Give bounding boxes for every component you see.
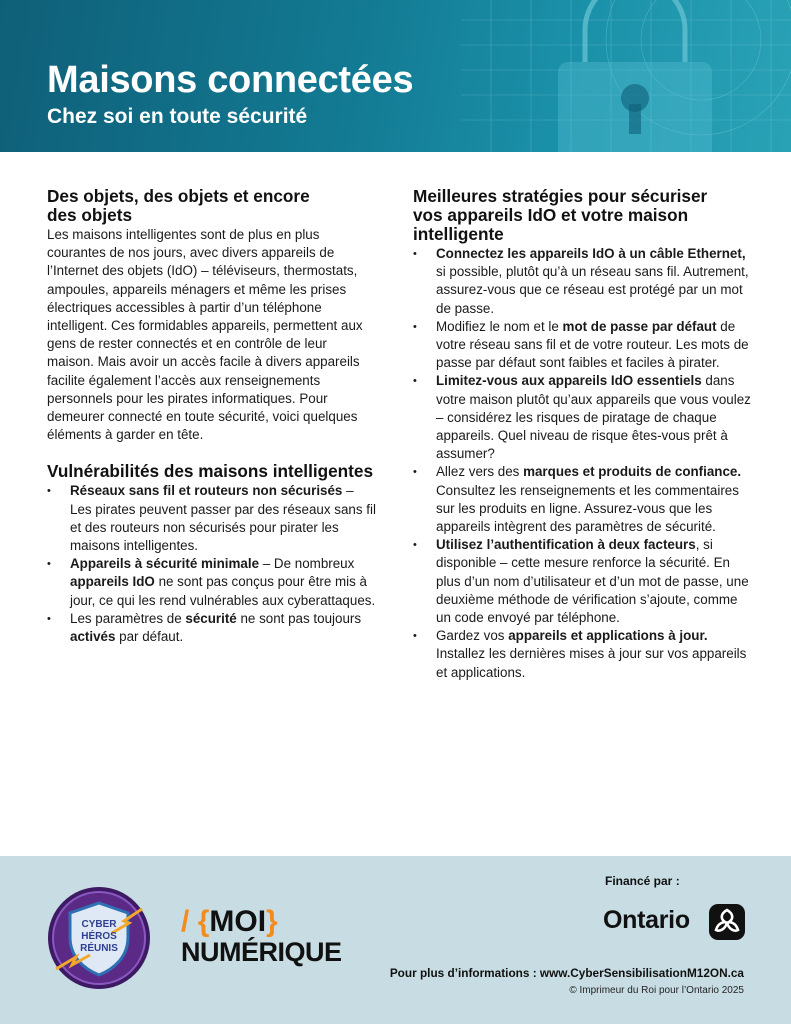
bullet: • — [47, 485, 51, 498]
item-text: – Les pirates peuvent passer par des réseaux sans fil et des routeurs non sécurisés pour pirater les maisons intelligentes. — [70, 483, 376, 554]
bullet: • — [413, 466, 417, 479]
list-item — [413, 536, 751, 627]
bold-text: marques et produits de confiance. — [523, 464, 742, 480]
bold-text: Utilisez l’authentification à deux facteurs — [436, 537, 696, 553]
logo-word: MOI — [209, 905, 267, 938]
item-text: par défaut. — [115, 629, 184, 645]
bullet: • — [413, 320, 417, 333]
list-item — [47, 482, 377, 555]
bullet: • — [413, 630, 417, 643]
logo-numerique: NUMÉRIQUE — [181, 937, 342, 967]
bold-text: Limitez-vous aux appareils IdO essentiels — [436, 373, 702, 389]
bullet: • — [413, 248, 417, 260]
vulnerabilities-list — [47, 482, 377, 646]
item-text: si possible, plutôt qu’à un réseau sans fil. Autrement, assurez-vous que ce réseau est protégé par un mot de passe. — [436, 264, 749, 316]
list-item — [413, 627, 751, 682]
logo-slash: / — [181, 905, 190, 938]
trillium-icon — [709, 904, 745, 940]
list-item — [47, 555, 377, 610]
list-item — [47, 610, 377, 646]
heading-line: Des objets, des objets et encore — [47, 186, 310, 206]
ontario-wordmark: Ontario — [603, 906, 690, 934]
list-item — [413, 463, 751, 536]
page-subtitle: Chez soi en toute sécurité — [47, 105, 308, 128]
funded-by-label: Financé par : — [605, 874, 680, 888]
bullet: • — [413, 539, 417, 552]
more-info-link[interactable]: Pour plus d’informations : www.CyberSensibilisationM12ON.ca — [389, 966, 744, 980]
list-item — [413, 318, 751, 373]
section-heading-objects — [47, 187, 377, 225]
logo-brace: } — [266, 905, 278, 938]
item-text: , si disponible – cette mesure renforce la sécurité. En plus d’un nom d’utilisateur et d’un mot de passe, une deuxième méthode de vérification s’ajoute, comme un code envoyé par téléphone. — [436, 537, 749, 626]
badge-text: HÉROS — [81, 931, 117, 942]
bold-text: activés — [70, 629, 116, 645]
right-column — [413, 187, 751, 682]
moi-numerique-logo — [181, 906, 353, 968]
section-heading-strategies — [413, 187, 751, 244]
item-text: dans votre maison plutôt qu’aux appareils que vous voulez – considérez les risques de piratage de chaque appareils. Quel niveau de risque êtes-vous prêt à assumer? — [436, 373, 751, 462]
item-text: Gardez vos — [436, 628, 509, 644]
list-item — [413, 372, 751, 463]
bullet: • — [413, 375, 417, 388]
cyber-heros-badge-logo — [46, 885, 152, 991]
bold-text: appareils IdO — [70, 574, 155, 590]
heading-line: Meilleures stratégies pour sécuriser — [413, 186, 708, 206]
bold-text: mot de passe par défaut — [562, 318, 717, 334]
bold-text: sécurité — [185, 610, 237, 626]
item-text: Consultez les renseignements et les commentaires sur les produits en ligne. Assurez-vous que les appareils intègrent des paramètres de sécurité. — [436, 482, 739, 535]
heading-line: vos appareils IdO et votre maison — [413, 205, 689, 225]
bullet: • — [47, 558, 51, 571]
strategies-list — [413, 245, 751, 682]
list-item — [413, 245, 751, 318]
copyright-notice: © Imprimeur du Roi pour l’Ontario 2025 — [569, 985, 744, 996]
item-text: Installez les dernières mises à jour sur vos appareils et applications. — [436, 646, 747, 680]
header-banner — [0, 0, 791, 152]
item-text: Les paramètres de — [70, 610, 186, 626]
intro-paragraph: Les maisons intelligentes sont de plus en plus courantes de nos jours, avec divers appareils de l’Internet des objets (IdO) – téléviseurs, thermostats, ampoules, appareils ménagers et même les prises électriques accessibles à partir d’un téléphone intelligent. Ces formidables appareils, permettent aux gens de rester connectés et en contrôle de leur maison. Mais avoir un accès facile à divers appareils facilite également l’accès aux renseignements personnels pour les pirates informatiques. Pour demeurer connecté en toute sécurité, voici quelques éléments à garder en tête. — [47, 227, 363, 443]
moi-logo-line — [181, 906, 278, 938]
padlock-icon — [540, 0, 730, 152]
heading-line: intelligente — [413, 224, 504, 244]
item-text: – De nombreux — [259, 556, 355, 572]
bold-text: appareils et applications à jour. — [508, 628, 708, 644]
item-text: de votre réseau sans fil et de votre routeur. Les mots de passe par défaut sont faibles et faciles à pirater. — [436, 318, 749, 371]
page-title: Maisons connectées — [47, 59, 414, 101]
bold-text: Connectez les appareils IdO à un câble Ethernet, — [436, 246, 746, 261]
heading-line: des objets — [47, 205, 133, 225]
bold-text: Appareils à sécurité minimale — [70, 556, 260, 572]
logo-brace: { — [197, 905, 210, 938]
item-text: Allez vers des — [436, 464, 524, 480]
badge-text: CYBER — [81, 919, 117, 930]
item-text: ne sont pas conçus pour être mis à jour, ce qui les rend vulnérables aux cyberattaques. — [70, 574, 376, 608]
section-heading-vulnerabilities: Vulnérabilités des maisons intelligentes — [47, 461, 374, 482]
item-text: ne sont pas toujours — [236, 610, 362, 626]
left-column — [47, 187, 377, 646]
badge-text: RÉUNIS — [80, 943, 118, 954]
item-text: Modifiez le nom et le — [436, 318, 563, 334]
bold-text: Réseaux sans fil et routeurs non sécurisés — [70, 483, 343, 499]
bullet: • — [47, 612, 51, 625]
